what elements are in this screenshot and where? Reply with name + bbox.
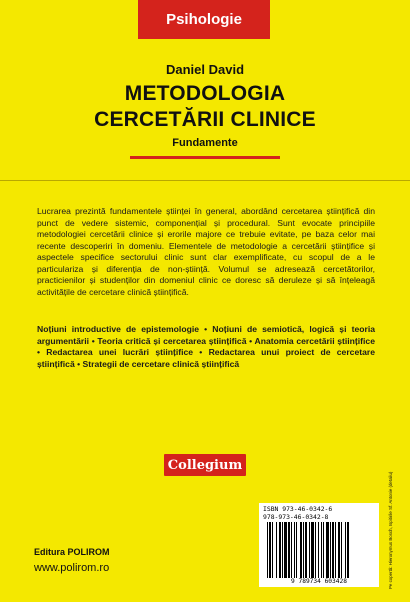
barcode-bar	[332, 522, 334, 578]
barcode-bar	[282, 522, 283, 578]
barcode-bar	[315, 522, 316, 578]
barcode-bar	[269, 522, 271, 578]
barcode-bar	[318, 522, 319, 578]
barcode-bar	[294, 522, 295, 578]
barcode-digits: 9 789734 603428	[291, 578, 347, 585]
author-name: Daniel David	[165, 62, 245, 77]
isbn-13: 978-973-46-0342-8	[263, 513, 329, 521]
barcode-bar	[338, 522, 340, 578]
barcode-bar	[291, 522, 292, 578]
book-topics: Noțiuni introductive de epistemologie • Noțiuni de semiotică, logică și teoria argumentării • Teoria critică și cercetarea științifică • Anatomia cercetării științifice • Redactarea unei lucrări științifice • Redactarea unui proiect de cercetare științifică • Strategii de cercetare clinică științifică	[37, 324, 375, 369]
publisher-name: Editura POLIROM	[34, 547, 110, 557]
section-divider	[0, 180, 410, 181]
collegium-logo: Collegium	[164, 454, 246, 476]
cover-art-credit: Pe copertă: Hieronymus Bosch, Ispitirile Sf. Antonie (detaliu)	[388, 471, 393, 589]
book-title-line-1: METODOLOGIA	[124, 82, 286, 105]
barcode-bar	[341, 522, 342, 578]
barcode-icon	[267, 522, 371, 578]
barcode-bar	[300, 522, 302, 578]
barcode-bar	[323, 522, 324, 578]
barcode-bar	[330, 522, 331, 578]
barcode-bar	[284, 522, 287, 578]
barcode-bar	[288, 522, 290, 578]
isbn-barcode-block	[259, 503, 379, 587]
barcode-bar	[335, 522, 336, 578]
barcode-bar	[303, 522, 304, 578]
barcode-bar	[321, 522, 322, 578]
book-subtitle: Fundamente	[172, 137, 238, 149]
title-underline	[130, 156, 280, 159]
publisher-website: www.polirom.ro	[34, 562, 110, 574]
barcode-bar	[305, 522, 307, 578]
barcode-bar	[345, 522, 346, 578]
barcode-bar	[267, 522, 268, 578]
barcode-bar	[326, 522, 329, 578]
barcode-bar	[276, 522, 277, 578]
barcode-bar	[272, 522, 273, 578]
book-description: Lucrarea prezintă fundamentele științei în general, abordând cercetarea științifică din punct de vedere sistemic, componențial și procedural. Sunt evocate principiile metodologiei cercetării clinice și erorile majore ce trebuie evitate, pe baza celor mai recente descoperiri în domeniu. Elementele de metodologie a cercetării științifice și aspectele specifice sectorului clinic sunt clar exemplificate, cu scopul de a le particulariza și diferenția de non-știință. Volumul se adresează cercetătorilor, practicienilor și studenților din domeniul clinic ce doresc să deruleze și să înțeleagă activitățile de cercetare clinică științifică.	[37, 206, 375, 297]
series-label: Psihologie	[138, 0, 270, 39]
barcode-bar	[311, 522, 314, 578]
book-title-line-2: CERCETĂRII CLINICE	[94, 108, 316, 131]
barcode-bar	[347, 522, 349, 578]
isbn-10: ISBN 973-46-0342-6	[263, 505, 333, 513]
barcode-bar	[296, 522, 297, 578]
barcode-bar	[279, 522, 281, 578]
barcode-bar	[309, 522, 310, 578]
